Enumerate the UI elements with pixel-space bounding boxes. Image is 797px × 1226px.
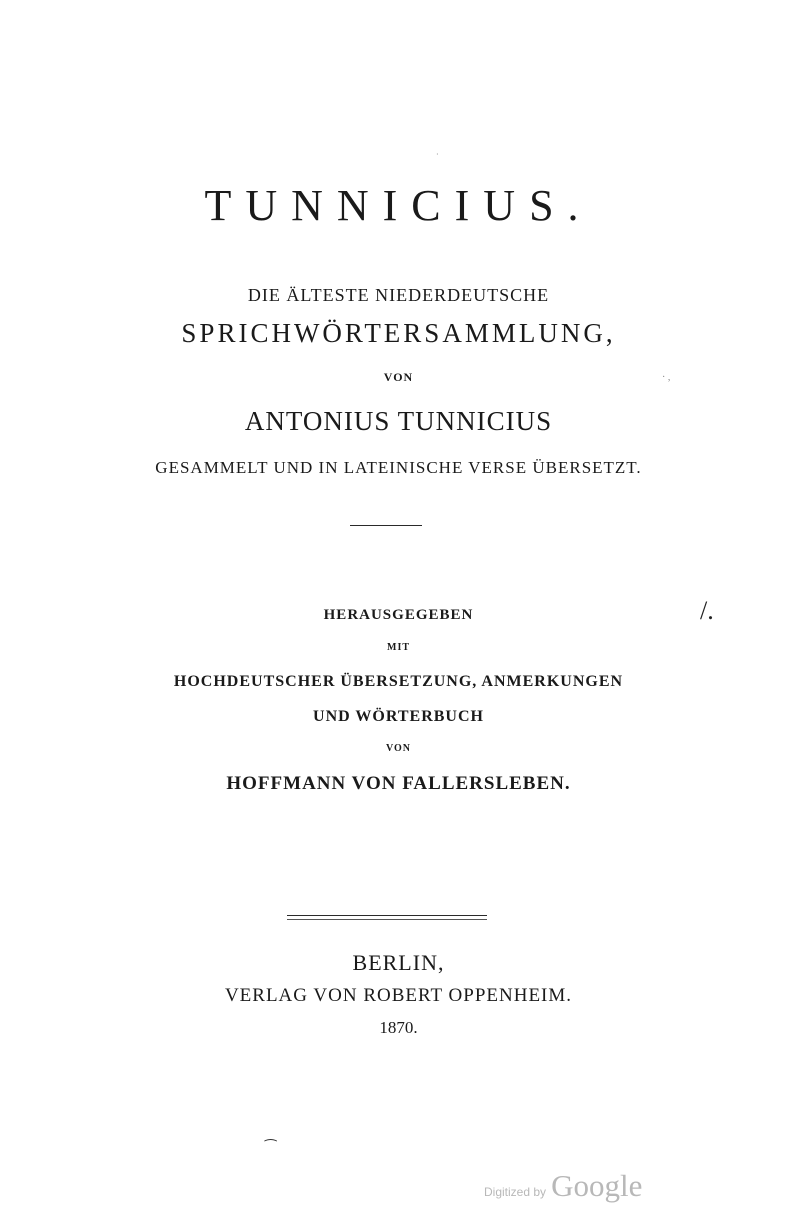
google-watermark [484,1168,642,1204]
divider-rule-3 [287,919,487,920]
speck: ⁀ [265,1141,277,1156]
contents-line-2: UND WÖRTERBUCH [313,708,484,725]
publisher: VERLAG VON ROBERT OPPENHEIM. [224,985,573,1006]
by-label-2: VON [385,743,412,754]
with-label: MIT [387,642,410,653]
divider-rule-2 [287,915,487,916]
editor-name: HOFFMANN VON FALLERSLEBEN. [226,773,571,794]
publication-city: BERLIN, [352,950,445,975]
digitized-by-text: Digitized by [484,1185,547,1199]
contents-line-1: HOCHDEUTSCHER ÜBERSETZUNG, ANMERKUNGEN [173,673,624,690]
subtitle-line-2: SPRICHWÖRTERSAMMLUNG, [181,318,616,348]
edited-label: HERAUSGEGEBEN [323,607,474,623]
by-label-1: VON [383,370,414,384]
margin-mark: /. [700,596,714,625]
divider-rule-1 [350,525,422,526]
google-logo: Google [551,1168,643,1203]
author-name: ANTONIUS TUNNICIUS [244,406,553,436]
subtitle-line-1: DIE ÄLTESTE NIEDERDEUTSCHE [247,285,550,305]
book-title: TUNNICIUS. [204,181,593,230]
speck: · [436,150,439,159]
publication-year: 1870. [379,1018,418,1037]
collected-note: GESAMMELT UND IN LATEINISCHE VERSE ÜBERSETZT. [155,458,642,477]
speck: · , [662,372,671,383]
